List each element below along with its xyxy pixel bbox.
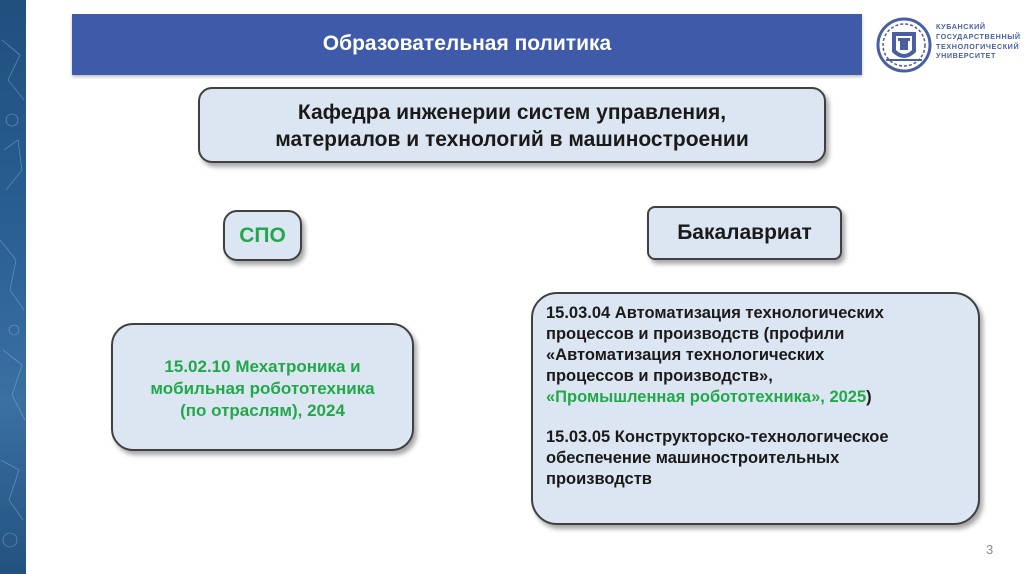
page-title: Образовательная политика	[322, 32, 612, 55]
program1-line-1: 15.03.04 Автоматизация технологических	[546, 304, 884, 322]
university-logo	[876, 16, 1021, 74]
spo-label: СПО	[239, 224, 286, 247]
university-name	[936, 22, 1021, 61]
department-line-1: Кафедра инженерии систем управления,	[297, 101, 727, 124]
header-bar	[72, 14, 862, 75]
logo-line-2: ГОСУДАРСТВЕННЫЙ	[936, 31, 1021, 41]
logo-line-3: ТЕХНОЛОГИЧЕСКИЙ	[936, 41, 1020, 51]
department-box	[198, 87, 826, 163]
program1-line-4: процессов и производств»,	[546, 367, 773, 385]
spo-program-text	[113, 356, 412, 422]
spo-label-box	[223, 210, 302, 261]
slide-number: 3	[986, 542, 994, 557]
program1-line-2: процессов и производств (профили	[546, 325, 845, 343]
department-title	[200, 99, 824, 153]
program1-line-3: «Автоматизация технологических	[546, 346, 825, 364]
robotics-profile: «Промышленная робототехника», 2025	[546, 388, 867, 406]
spo-program-line-3: (по отраслям), 2024	[180, 401, 345, 420]
spo-program-box	[111, 323, 414, 451]
closing-paren: )	[866, 388, 872, 406]
spo-program-line-2: мобильная робототехника	[150, 379, 375, 398]
spo-program-line-1: 15.02.10 Мехатроника и	[164, 357, 361, 376]
department-line-2: материалов и технологий в машиностроении	[275, 128, 749, 151]
logo-line-4: УНИВЕРСИТЕТ	[936, 51, 996, 61]
bachelor-programs-box	[531, 292, 980, 525]
side-decor-strip	[0, 0, 26, 574]
program1-line-5	[546, 387, 971, 408]
program2-line-2: обеспечение машиностроительных	[546, 449, 840, 467]
program2-line-1: 15.03.05 Конструкторско-технологическое	[546, 428, 889, 446]
university-emblem-icon	[876, 16, 932, 74]
logo-line-1: КУБАНСКИЙ	[936, 22, 986, 31]
bachelor-label-box	[647, 206, 842, 260]
bachelor-label: Бакалавриат	[677, 221, 812, 244]
bachelor-programs-text	[546, 303, 971, 490]
program2-line-3: производств	[546, 470, 652, 488]
